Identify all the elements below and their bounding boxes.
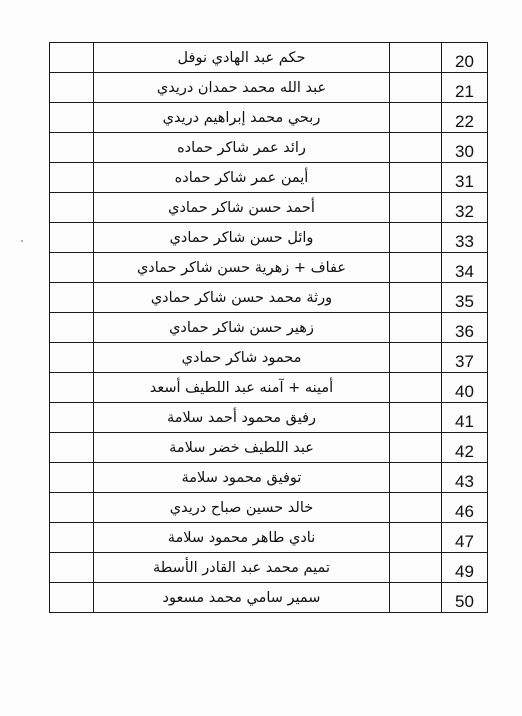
number-cell: 46 <box>442 493 488 523</box>
name-cell: تميم محمد عبد القادر الأسطة <box>94 553 390 583</box>
scan-speck <box>21 240 23 242</box>
empty-cell <box>390 43 442 73</box>
table-row <box>50 373 488 403</box>
number-cell: 33 <box>442 223 488 253</box>
empty-cell <box>50 43 94 73</box>
empty-cell <box>50 373 94 403</box>
empty-cell <box>50 553 94 583</box>
table-row <box>50 283 488 313</box>
empty-cell <box>50 193 94 223</box>
empty-cell <box>390 103 442 133</box>
number-cell: 22 <box>442 103 488 133</box>
name-cell: عفاف + زهرية حسن شاكر حمادي <box>94 253 390 283</box>
name-cell: سمير سامي محمد مسعود <box>94 583 390 613</box>
number-cell: 40 <box>442 373 488 403</box>
number-cell: 36 <box>442 313 488 343</box>
number-cell: 34 <box>442 253 488 283</box>
empty-cell <box>390 403 442 433</box>
empty-cell <box>390 253 442 283</box>
name-cell: خالد حسين صباح دريدي <box>94 493 390 523</box>
empty-cell <box>50 163 94 193</box>
empty-cell <box>390 433 442 463</box>
names-table <box>49 42 488 613</box>
empty-cell <box>390 313 442 343</box>
number-cell: 50 <box>442 583 488 613</box>
empty-cell <box>390 223 442 253</box>
empty-cell <box>50 523 94 553</box>
name-cell: توفيق محمود سلامة <box>94 463 390 493</box>
table-row <box>50 463 488 493</box>
empty-cell <box>50 433 94 463</box>
number-cell: 49 <box>442 553 488 583</box>
number-cell: 32 <box>442 193 488 223</box>
number-cell: 31 <box>442 163 488 193</box>
number-cell: 41 <box>442 403 488 433</box>
table-row <box>50 553 488 583</box>
name-cell: رائد عمر شاكر حماده <box>94 133 390 163</box>
table-row <box>50 43 488 73</box>
empty-cell <box>50 313 94 343</box>
table-row <box>50 193 488 223</box>
empty-cell <box>390 493 442 523</box>
table-row <box>50 343 488 373</box>
table-row <box>50 523 488 553</box>
name-cell: زهير حسن شاكر حمادي <box>94 313 390 343</box>
empty-cell <box>390 163 442 193</box>
name-cell: عبد الله محمد حمدان دريدي <box>94 73 390 103</box>
table-row <box>50 73 488 103</box>
number-cell: 21 <box>442 73 488 103</box>
name-cell: محمود شاكر حمادي <box>94 343 390 373</box>
name-cell: رفيق محمود أحمد سلامة <box>94 403 390 433</box>
empty-cell <box>50 493 94 523</box>
empty-cell <box>50 343 94 373</box>
table-row <box>50 133 488 163</box>
name-cell: أمينه + آمنه عبد اللطيف أسعد <box>94 373 390 403</box>
empty-cell <box>390 283 442 313</box>
empty-cell <box>390 133 442 163</box>
number-cell: 47 <box>442 523 488 553</box>
empty-cell <box>390 343 442 373</box>
name-cell: أيمن عمر شاكر حماده <box>94 163 390 193</box>
empty-cell <box>390 73 442 103</box>
number-cell: 30 <box>442 133 488 163</box>
table-row <box>50 103 488 133</box>
table-row <box>50 313 488 343</box>
name-cell: أحمد حسن شاكر حمادي <box>94 193 390 223</box>
number-cell: 20 <box>442 43 488 73</box>
number-cell: 37 <box>442 343 488 373</box>
table-row <box>50 163 488 193</box>
empty-cell <box>50 403 94 433</box>
empty-cell <box>390 553 442 583</box>
empty-cell <box>50 583 94 613</box>
number-cell: 42 <box>442 433 488 463</box>
table-row <box>50 403 488 433</box>
number-cell: 35 <box>442 283 488 313</box>
empty-cell <box>50 253 94 283</box>
name-cell: وائل حسن شاكر حمادي <box>94 223 390 253</box>
empty-cell <box>50 133 94 163</box>
table-row <box>50 583 488 613</box>
empty-cell <box>390 193 442 223</box>
names-table-body <box>50 43 488 613</box>
empty-cell <box>390 583 442 613</box>
empty-cell <box>390 373 442 403</box>
empty-cell <box>50 103 94 133</box>
name-cell: نادي طاهر محمود سلامة <box>94 523 390 553</box>
name-cell: ورثة محمد حسن شاكر حمادي <box>94 283 390 313</box>
empty-cell <box>50 223 94 253</box>
name-cell: عبد اللطيف خضر سلامة <box>94 433 390 463</box>
empty-cell <box>390 463 442 493</box>
table-row <box>50 253 488 283</box>
table-row <box>50 223 488 253</box>
empty-cell <box>50 463 94 493</box>
number-cell: 43 <box>442 463 488 493</box>
name-cell: حكم عبد الهادي نوفل <box>94 43 390 73</box>
empty-cell <box>390 523 442 553</box>
name-cell: ربحي محمد إبراهيم دريدي <box>94 103 390 133</box>
table-row <box>50 433 488 463</box>
table-row <box>50 493 488 523</box>
empty-cell <box>50 283 94 313</box>
empty-cell <box>50 73 94 103</box>
